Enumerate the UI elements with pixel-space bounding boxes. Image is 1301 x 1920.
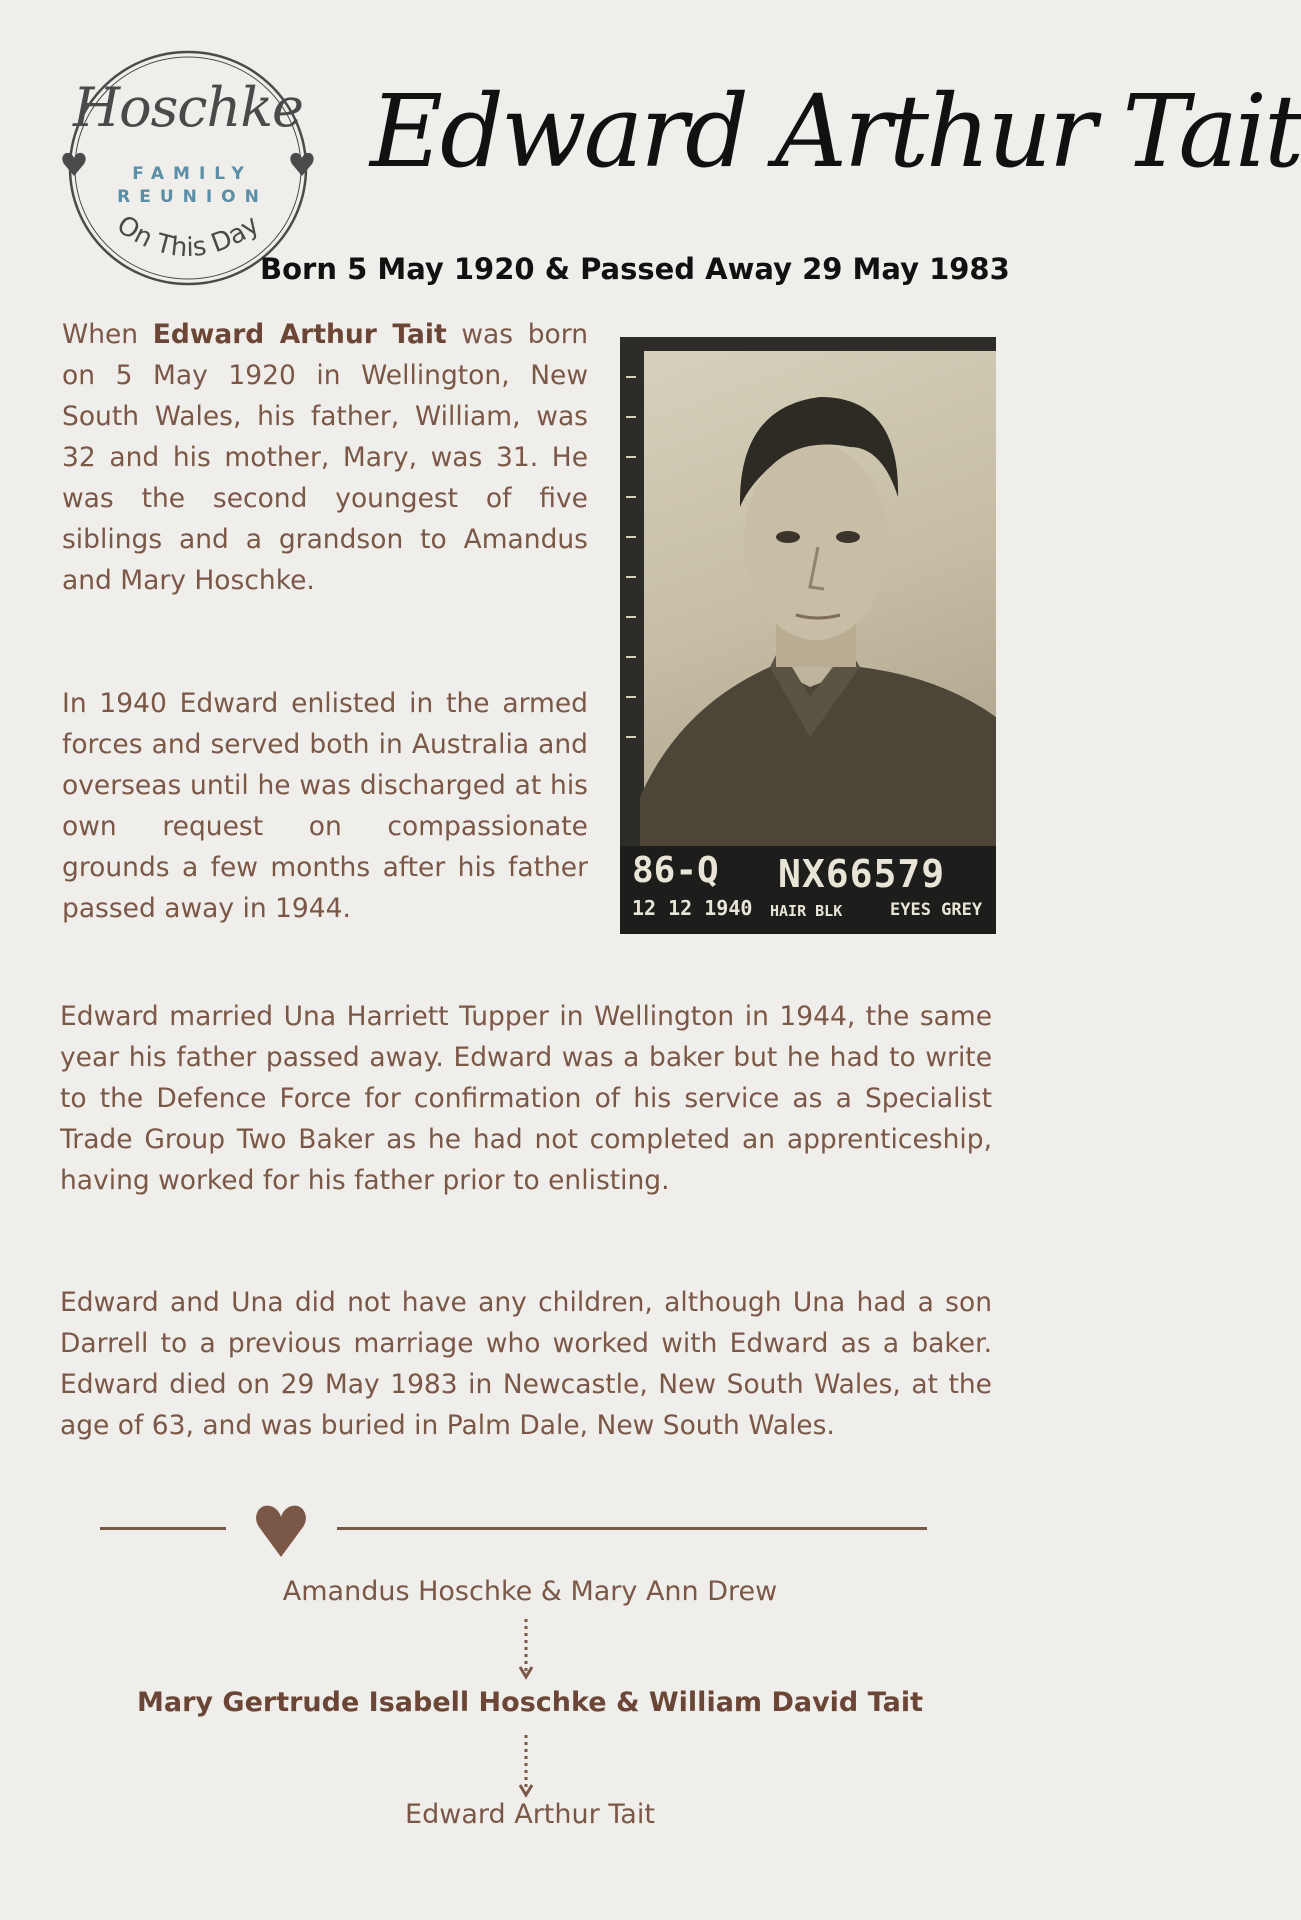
id-plate xyxy=(620,846,996,934)
svg-text:On This Day xyxy=(111,210,264,263)
plate-eyes: EYES GREY xyxy=(890,900,983,920)
divider-line-right xyxy=(337,1527,927,1530)
logo-family-text: FAMILY xyxy=(132,164,253,184)
plate-code: 86-Q xyxy=(632,850,719,891)
page-title: Edward Arthur Tait xyxy=(370,73,1301,190)
divider-line-left xyxy=(100,1527,226,1530)
lineage-parents: Mary Gertrude Isabell Hoschke & William David Tait xyxy=(137,1687,923,1718)
bio-p1-before: When xyxy=(62,319,153,350)
bio-paragraph-4: Edward and Una did not have any children, although Una had a son Darrell to a previous marriage who worked with Edward as a baker. Edward died on 29 May 1983 in Newcastle, New South Wales, at the age of 63, and was buried in Palm Dale, New South Wales. xyxy=(60,1287,992,1441)
dotted-arrow-down-icon xyxy=(519,1617,533,1681)
logo-reunion-text: REUNION xyxy=(117,187,268,207)
life-dates: Born 5 May 1920 & Passed Away 29 May 1983 xyxy=(260,252,1010,286)
lineage-subject: Edward Arthur Tait xyxy=(405,1799,655,1830)
logo-script-text: Hoschke xyxy=(72,76,303,139)
plate-hair: HAIR BLK xyxy=(770,902,843,920)
bio-p1-after: was born on 5 May 1920 in Wellington, New South Wales, his father, William, was 32 and his mother, Mary, was 31. He was the second youngest of five siblings and a grandson to Amandus and Mary Hoschke. xyxy=(62,319,589,596)
lineage-grandparents: Amandus Hoschke & Mary Ann Drew xyxy=(282,1576,778,1607)
portrait-illustration xyxy=(620,337,996,934)
bio-p1-name: Edward Arthur Tait xyxy=(152,319,447,350)
bio-paragraph-3: Edward married Una Harriett Tupper in Wellington in 1944, the same year his father passed away. Edward was a baker but he had to write to the Defence Force for confirmation of his service as a Specialist Trade Group Two Baker as he had not completed an apprenticeship, having worked for his father prior to enlisting. xyxy=(60,1001,992,1196)
portrait-photo xyxy=(620,337,996,934)
plate-date: 12 12 1940 xyxy=(632,896,753,920)
heart-icon xyxy=(253,1503,309,1559)
bio-paragraph-2: In 1940 Edward enlisted in the armed forces and served both in Australia and overseas until he was discharged at his own request on compassionate grounds a few months after his father passed away in 1944. xyxy=(62,688,588,924)
plate-number: NX66579 xyxy=(778,852,946,896)
logo-arc-text: On This Day xyxy=(111,209,265,264)
dotted-arrow-down-icon xyxy=(519,1733,533,1799)
bio-paragraph-1 xyxy=(62,314,588,601)
